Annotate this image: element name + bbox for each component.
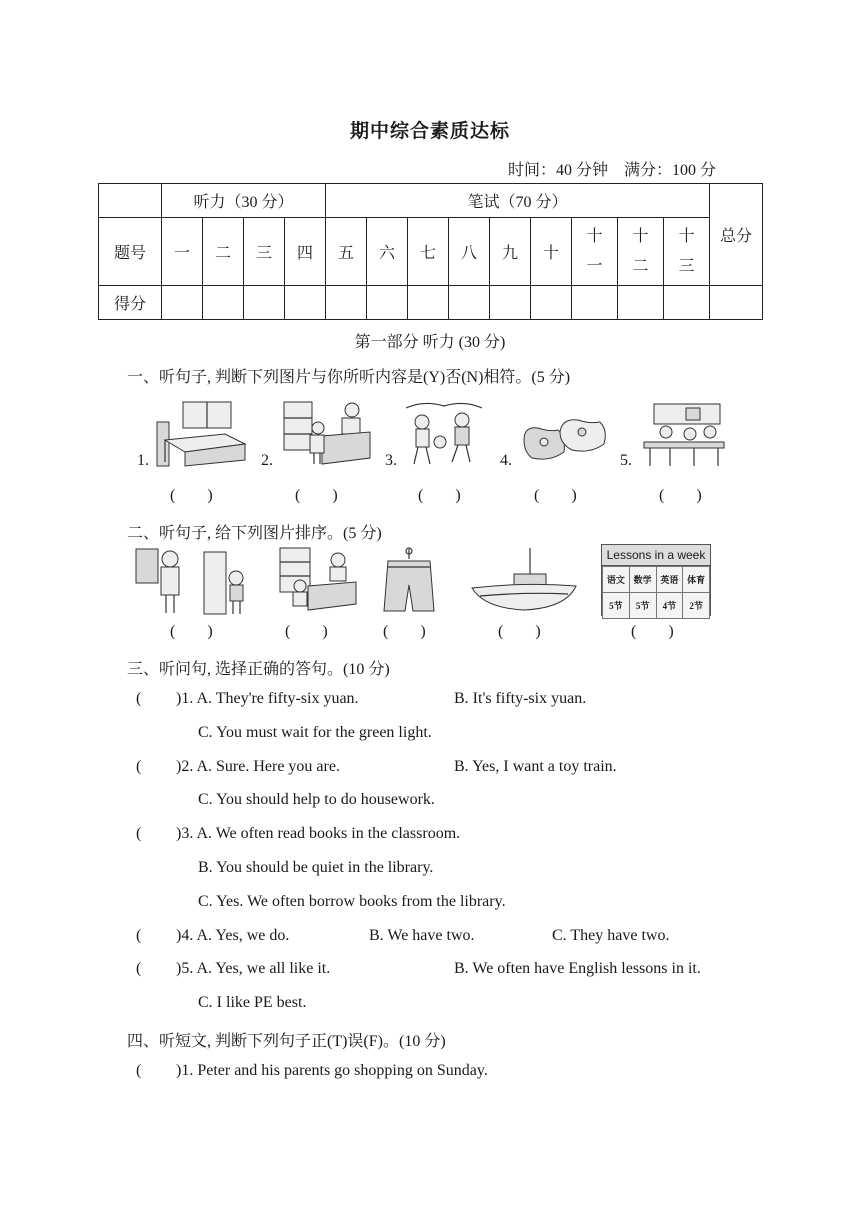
answer-blank[interactable]: ( ) [170, 487, 213, 504]
answer-blank[interactable]: ( ) [170, 623, 213, 640]
row-label-number: 题号 [99, 218, 162, 286]
answer-blank-open[interactable]: ( [136, 690, 142, 707]
item-number: 4. [500, 452, 512, 469]
option-c: C. You must wait for the green light. [198, 724, 432, 741]
item-number: 3. [385, 452, 397, 469]
col-1: 一 [162, 218, 203, 286]
bedroom-icon [155, 400, 247, 468]
full-score: 满分：100 分 [624, 162, 717, 179]
subject-cell: 语文 [603, 567, 630, 593]
score-cell[interactable] [664, 286, 710, 320]
listening-header: 听力（30 分） [162, 184, 326, 218]
answer-blank[interactable]: ( ) [659, 487, 702, 504]
col-6: 六 [367, 218, 408, 286]
answer-blank[interactable]: ( ) [418, 487, 461, 504]
item-number: 2. [261, 452, 273, 469]
shorts-icon [382, 547, 436, 615]
question-1: ( )1. A. They're fifty-six yuan. [136, 690, 359, 707]
count-cell: 4节 [656, 593, 683, 619]
question-3: ( )3. A. We often read books in the classroom. [136, 825, 461, 842]
timetable-icon [601, 544, 711, 616]
score-cell[interactable] [285, 286, 326, 320]
part1-heading: 第一部分 听力 (30 分) [354, 334, 506, 351]
count-cell: 5节 [629, 593, 656, 619]
score-cell[interactable] [710, 286, 763, 320]
total-header: 总分 [710, 184, 763, 286]
score-cell[interactable] [618, 286, 664, 320]
time-limit: 时间：40 分钟 [508, 162, 609, 179]
teacher-blackboard-icon [134, 545, 190, 615]
answer-blank[interactable]: ( ) [631, 623, 674, 640]
option-b: B. It's fifty-six yuan. [454, 690, 587, 707]
exam-meta [508, 157, 716, 180]
col-4: 四 [285, 218, 326, 286]
tf-question-1: ( )1. Peter and his parents go shopping on Sunday. [136, 1062, 488, 1079]
option-b: B. We often have English lessons in it. [454, 960, 701, 977]
score-cell[interactable] [367, 286, 408, 320]
option-c: C. They have two. [552, 927, 670, 944]
subject-cell: 体育 [683, 567, 710, 593]
corner-cell [99, 184, 162, 218]
score-cell[interactable] [572, 286, 618, 320]
writing-header: 笔试（70 分） [326, 184, 710, 218]
col-8: 八 [449, 218, 490, 286]
col-9: 九 [490, 218, 531, 286]
item-number: 1. [137, 452, 149, 469]
question-5: ( )5. A. Yes, we all like it. [136, 960, 331, 977]
count-cell: 2节 [683, 593, 710, 619]
row-label-score: 得分 [99, 286, 162, 320]
section3-heading: 三、听问句, 选择正确的答句。(10 分) [127, 661, 390, 678]
toy-boat-icon [470, 546, 578, 614]
item-number: 5. [620, 452, 632, 469]
section1-heading: 一、听句子, 判断下列图片与你所听内容是(Y)否(N)相符。(5 分) [127, 369, 571, 386]
col-5: 五 [326, 218, 367, 286]
score-cell[interactable] [490, 286, 531, 320]
score-table [98, 183, 763, 320]
score-cell[interactable] [326, 286, 367, 320]
col-7: 七 [408, 218, 449, 286]
answer-blank-open[interactable]: ( [136, 758, 142, 775]
question-4: ( )4. A. Yes, we do. [136, 927, 290, 944]
col-11: 十 一 [572, 218, 618, 286]
answer-blank[interactable]: ( ) [285, 623, 328, 640]
option-b: B. Yes, I want a toy train. [454, 758, 617, 775]
answer-blank[interactable]: ( ) [534, 487, 577, 504]
timetable-title: Lessons in a week [602, 545, 710, 566]
score-cell[interactable] [449, 286, 490, 320]
score-cell[interactable] [531, 286, 572, 320]
classroom-icon [640, 402, 726, 468]
col-10: 十 [531, 218, 572, 286]
col-3: 三 [244, 218, 285, 286]
col-12: 十 二 [618, 218, 664, 286]
score-cell[interactable] [408, 286, 449, 320]
option-c: C. I like PE best. [198, 994, 307, 1011]
answer-blank-open[interactable]: ( [136, 960, 142, 977]
score-cell[interactable] [203, 286, 244, 320]
section2-heading: 二、听句子, 给下列图片排序。(5 分) [127, 525, 382, 542]
girl-at-door-icon [200, 548, 250, 616]
option-b: B. We have two. [369, 927, 475, 944]
option-c: C. You should help to do housework. [198, 791, 435, 808]
subject-cell: 数学 [629, 567, 656, 593]
score-cell[interactable] [244, 286, 285, 320]
library-desk-icon [282, 398, 372, 468]
answer-blank-open[interactable]: ( [136, 825, 142, 842]
col-13: 十 三 [664, 218, 710, 286]
page-title: 期中综合素质达标 [349, 121, 510, 142]
kids-playing-ball-icon [404, 398, 484, 468]
col-2: 二 [203, 218, 244, 286]
answer-blank[interactable]: ( ) [383, 623, 426, 640]
shoes-icon [520, 412, 608, 468]
option-b: B. You should be quiet in the library. [198, 859, 434, 876]
section4-heading: 四、听短文, 判断下列句子正(T)误(F)。(10 分) [127, 1033, 446, 1050]
library-icon [278, 546, 358, 614]
answer-blank[interactable]: ( ) [498, 623, 541, 640]
count-cell: 5节 [603, 593, 630, 619]
answer-blank-open[interactable]: ( [136, 1062, 142, 1079]
score-cell[interactable] [162, 286, 203, 320]
answer-blank[interactable]: ( ) [295, 487, 338, 504]
subject-cell: 英语 [656, 567, 683, 593]
question-2: ( )2. A. Sure. Here you are. [136, 758, 340, 775]
answer-blank-open[interactable]: ( [136, 927, 142, 944]
option-c: C. Yes. We often borrow books from the library. [198, 893, 506, 910]
